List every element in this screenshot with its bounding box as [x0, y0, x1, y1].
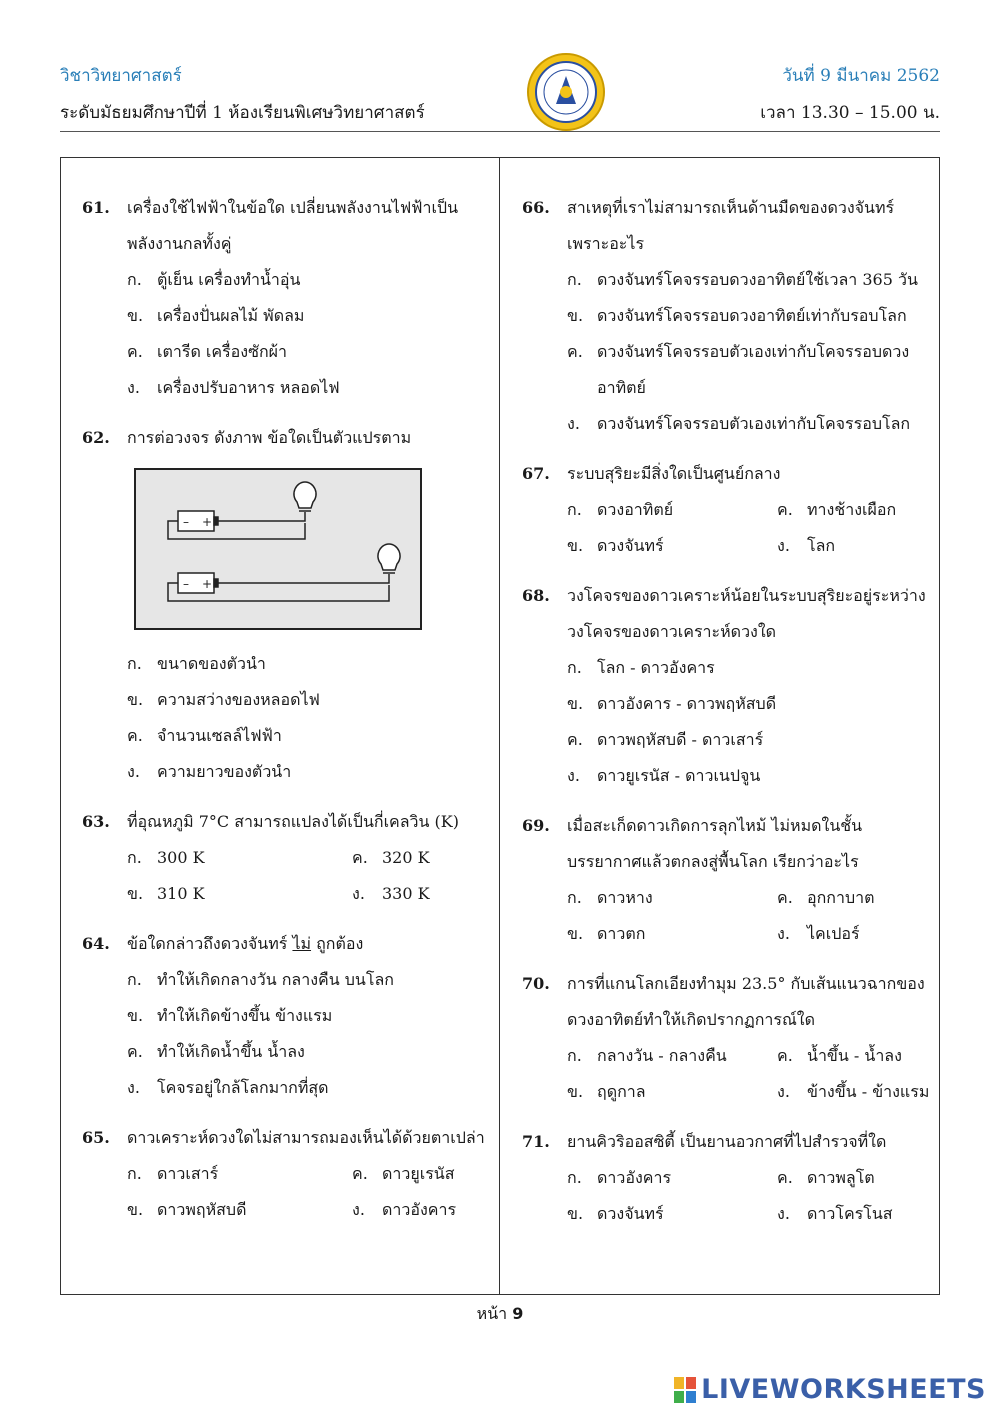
question-68	[520, 578, 935, 794]
question-67	[520, 456, 935, 564]
right-column	[520, 190, 935, 1232]
option[interactable]: ค. เตารีด เครื่องซักผ้า	[127, 342, 288, 361]
left-column	[80, 190, 485, 1228]
option[interactable]: ก. ขนาดของตัวนำ	[127, 654, 266, 673]
option[interactable]: ง. 330 K	[352, 884, 430, 903]
option[interactable]: ง. ดาวอังคาร	[352, 1200, 457, 1219]
question-71	[520, 1124, 935, 1232]
brand-name: LIVEWORKSHEETS	[701, 1374, 986, 1405]
page-footer	[0, 1302, 1000, 1327]
option[interactable]: ข. เครื่องปั่นผลไม้ พัดลม	[127, 306, 305, 325]
option[interactable]: ก. ดาวอังคาร	[567, 1168, 672, 1187]
option[interactable]: ค. น้ำขึ้น - น้ำลง	[777, 1046, 902, 1065]
liveworksheets-brand[interactable]	[674, 1374, 986, 1405]
page-label: หน้า	[476, 1304, 508, 1323]
underlined-not: ไม่	[292, 934, 312, 953]
question-number: 61.	[82, 198, 110, 217]
question-stem: ยานคิวริออสซิตี้ เป็นยานอวกาศที่ไปสำรวจที่ใด	[567, 1132, 887, 1151]
option[interactable]: ค. ดาวพลูโต	[777, 1168, 875, 1187]
option[interactable]: ข. ดาวตก	[567, 924, 646, 943]
option[interactable]: ข. ทำให้เกิดข้างขึ้น ข้างแรม	[127, 1006, 333, 1025]
question-number: 64.	[82, 934, 110, 953]
question-stem: ระบบสุริยะมีสิ่งใดเป็นศูนย์กลาง	[567, 464, 781, 483]
option[interactable]: ก. 300 K	[127, 848, 205, 867]
svg-text:–: –	[183, 577, 189, 591]
option[interactable]: ก. ดวงจันทร์โคจรรอบดวงอาทิตย์ใช้เวลา 365 วัน	[567, 270, 918, 289]
svg-text:+: +	[202, 515, 213, 529]
option[interactable]: ง. ความยาวของตัวนำ	[127, 762, 292, 781]
option[interactable]: ข. 310 K	[127, 884, 205, 903]
option[interactable]: ข. ความสว่างของหลอดไฟ	[127, 690, 320, 709]
header-rule	[60, 131, 940, 132]
class-level: ระดับมัธยมศึกษาปีที่ 1 ห้องเรียนพิเศษวิทยาศาสตร์	[60, 103, 425, 123]
question-stem: เครื่องใช้ไฟฟ้าในข้อใด เปลี่ยนพลังงานไฟฟ้าเป็นพลังงานกลทั้งคู่	[127, 198, 459, 253]
page-number: 9	[512, 1304, 524, 1323]
question-number: 69.	[522, 816, 550, 835]
question-number: 71.	[522, 1132, 550, 1151]
question-63	[80, 804, 485, 912]
question-stem: การต่อวงจร ดังภาพ ข้อใดเป็นตัวแปรตาม	[127, 428, 412, 447]
question-69	[520, 808, 935, 952]
question-stem: วงโคจรของดาวเคราะห์น้อยในระบบสุริยะอยู่ระหว่างวงโคจรของดาวเคราะห์ดวงใด	[567, 586, 926, 641]
question-62	[80, 420, 485, 790]
question-stem: ที่อุณหภูมิ 7°C สามารถแปลงได้เป็นกี่เคลวิน (K)	[127, 812, 459, 831]
question-stem: การที่แกนโลกเอียงทำมุม 23.5° กับเส้นแนวฉากของดวงอาทิตย์ทำให้เกิดปรากฏการณ์ใด	[567, 974, 925, 1029]
svg-text:–: –	[183, 515, 189, 529]
option[interactable]: ข. ดวงจันทร์	[567, 1204, 664, 1223]
question-70	[520, 966, 935, 1110]
question-number: 66.	[522, 198, 550, 217]
question-stem: ข้อใดกล่าวถึงดวงจันทร์ ไม่ ถูกต้อง	[127, 934, 364, 953]
option[interactable]: ง. ดาวโครโนส	[777, 1204, 893, 1223]
question-stem: ดาวเคราะห์ดวงใดไม่สามารถมองเห็นได้ด้วยตาเปล่า	[127, 1128, 485, 1147]
option[interactable]: ก. ดาวหาง	[567, 888, 653, 907]
option[interactable]: ค. อุกกาบาต	[777, 888, 875, 907]
circuit-diagram	[134, 468, 422, 630]
option[interactable]: ก. ดาวเสาร์	[127, 1164, 219, 1183]
liveworksheets-logo-icon	[674, 1377, 696, 1403]
option[interactable]: ข. ดาวอังคาร - ดาวพฤหัสบดี	[567, 694, 777, 713]
question-61	[80, 190, 485, 406]
option[interactable]: ค. ดวงจันทร์โคจรรอบตัวเองเท่ากับโคจรรอบดวงอาทิตย์	[567, 342, 910, 397]
option[interactable]: ค. ทางช้างเผือก	[777, 500, 897, 519]
question-number: 67.	[522, 464, 550, 483]
question-64	[80, 926, 485, 1106]
question-stem: เมื่อสะเก็ดดาวเกิดการลุกไหม้ ไม่หมดในชั้นบรรยากาศแล้วตกลงสู่พื้นโลก เรียกว่าอะไร	[567, 816, 863, 871]
question-number: 68.	[522, 586, 550, 605]
option[interactable]: ง. เครื่องปรับอาหาร หลอดไฟ	[127, 378, 340, 397]
question-65	[80, 1120, 485, 1228]
option[interactable]: ก. ดวงอาทิตย์	[567, 500, 674, 519]
option[interactable]: ง. โลก	[777, 536, 836, 555]
option[interactable]: ข. ดวงจันทร์โคจรรอบดวงอาทิตย์เท่ากับรอบโลก	[567, 306, 907, 325]
option[interactable]: ก. ทำให้เกิดกลางวัน กลางคืน บนโลก	[127, 970, 394, 989]
option[interactable]: ข. ฤดูกาล	[567, 1082, 646, 1101]
option[interactable]: ข. ดาวพฤหัสบดี	[127, 1200, 247, 1219]
question-66	[520, 190, 935, 442]
subject-title: วิชาวิทยาศาสตร์	[60, 66, 182, 86]
school-logo-icon	[526, 52, 606, 132]
exam-time: เวลา 13.30 – 15.00 น.	[760, 103, 940, 123]
option[interactable]: ง. ดาวยูเรนัส - ดาวเนปจูน	[567, 766, 761, 785]
question-number: 65.	[82, 1128, 110, 1147]
option[interactable]: ค. 320 K	[352, 848, 430, 867]
option[interactable]: ค. จำนวนเซลล์ไฟฟ้า	[127, 726, 282, 745]
question-number: 63.	[82, 812, 110, 831]
question-stem: สาเหตุที่เราไม่สามารถเห็นด้านมืดของดวงจันทร์เพราะอะไร	[567, 198, 895, 253]
column-divider	[499, 157, 500, 1295]
option[interactable]: ค. ดาวยูเรนัส	[352, 1164, 455, 1183]
option[interactable]: ง. ไคเปอร์	[777, 924, 860, 943]
option[interactable]: ค. ดาวพฤหัสบดี - ดาวเสาร์	[567, 730, 764, 749]
option[interactable]: ง. ดวงจันทร์โคจรรอบตัวเองเท่ากับโคจรรอบโลก	[567, 414, 911, 433]
option[interactable]: ก. กลางวัน - กลางคืน	[567, 1046, 727, 1065]
question-number: 70.	[522, 974, 550, 993]
option[interactable]: ค. ทำให้เกิดน้ำขึ้น น้ำลง	[127, 1042, 305, 1061]
svg-text:+: +	[202, 577, 213, 591]
exam-date: วันที่ 9 มีนาคม 2562	[782, 66, 940, 86]
option[interactable]: ข. ดวงจันทร์	[567, 536, 664, 555]
question-number: 62.	[82, 428, 110, 447]
option[interactable]: ง. โคจรอยู่ใกล้โลกมากที่สุด	[127, 1078, 329, 1097]
option[interactable]: ก. ตู้เย็น เครื่องทำน้ำอุ่น	[127, 270, 301, 289]
option[interactable]: ง. ข้างขึ้น - ข้างแรม	[777, 1082, 930, 1101]
option[interactable]: ก. โลก - ดาวอังคาร	[567, 658, 715, 677]
